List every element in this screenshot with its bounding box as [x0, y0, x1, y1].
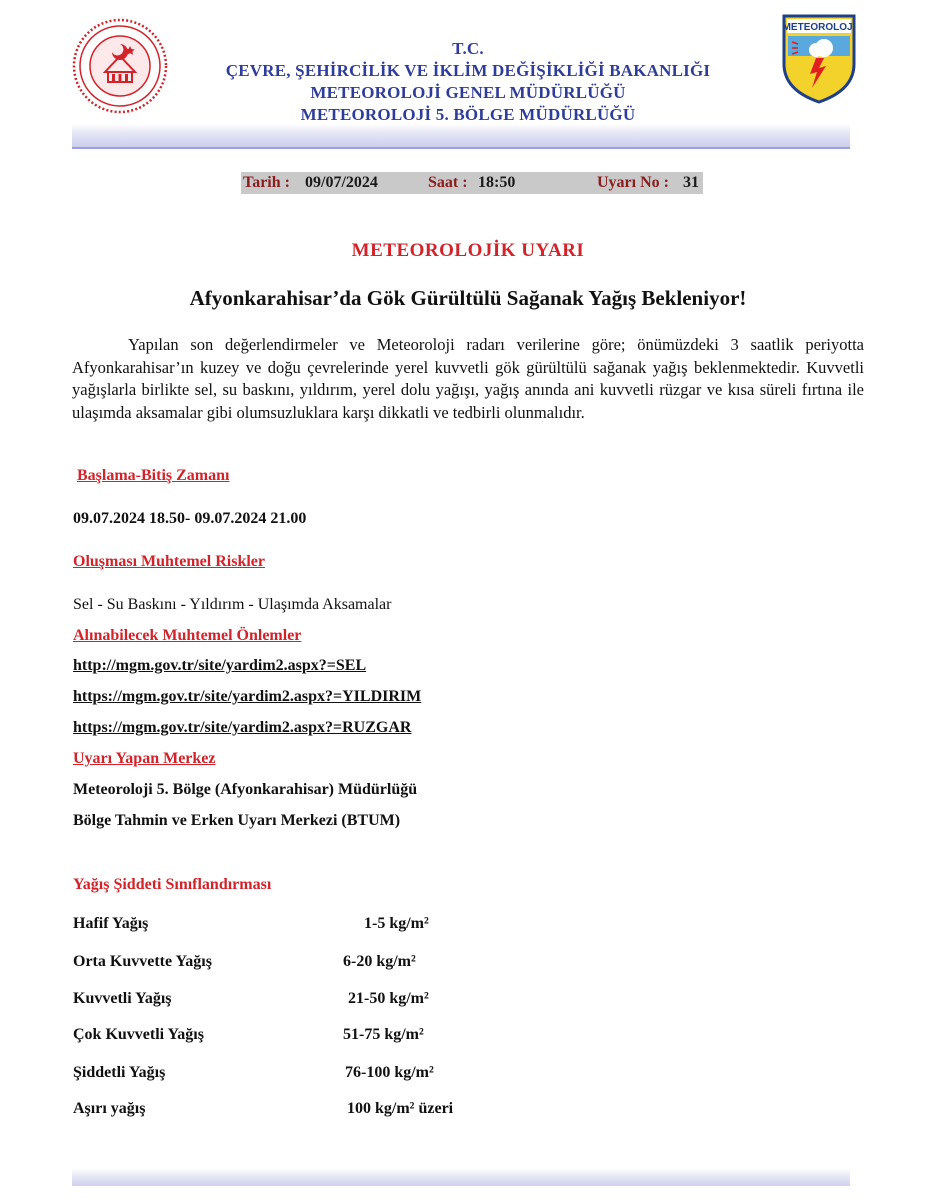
row-name: Orta Kuvvette Yağış — [73, 953, 212, 970]
header-tc: T.C. — [452, 39, 484, 58]
period-title: Başlama-Bitiş Zamanı — [77, 467, 230, 484]
header-divider — [72, 124, 850, 148]
row-value: 1-5 kg/m² — [364, 915, 429, 932]
row-value: 51-75 kg/m² — [343, 1026, 424, 1043]
classification-title: Yağış Şiddeti Sınıflandırması — [73, 876, 272, 893]
row-name: Çok Kuvvetli Yağış — [73, 1026, 204, 1043]
link-ruzgar[interactable]: https://mgm.gov.tr/site/yardim2.aspx?=RUZGAR — [73, 719, 412, 736]
time-value: 18:50 — [478, 174, 516, 191]
row-name: Aşırı yağış — [73, 1100, 146, 1117]
header-ministry: ÇEVRE, ŞEHİRCİLİK VE İKLİM DEĞİŞİKLİĞİ BAKANLIĞI — [225, 61, 711, 80]
info-bar — [241, 172, 703, 194]
center-line-1: Meteoroloji 5. Bölge (Afyonkarahisar) Müdürlüğü — [73, 781, 418, 798]
row-value: 6-20 kg/m² — [343, 953, 416, 970]
body-paragraph: Yapılan son değerlendirmeler ve Meteoroloji radarı verilerine göre; önümüzdeki 3 saatlik periyotta Afyonkarahisar’ın kuzey ve doğu çevrelerinde yerel kuvvetli gök gürültülü sağanak yağış beklenmektedir. Kuvvetli yağışlarla birlikte sel, su baskını, yıldırım, yerel dolu yağışı, yağış anında ani kuvvetli rüzgar ve kısa süreli fırtına ile ulaşımda aksamalar gibi olumsuzluklara karşı dikkatli ve tedbirli olunmalıdır. — [72, 335, 864, 422]
alert-title: METEOROLOJİK UYARI — [351, 240, 585, 261]
measures-title: Alınabilecek Muhtemel Önlemler — [73, 627, 302, 644]
link-sel[interactable]: http://mgm.gov.tr/site/yardim2.aspx?=SEL — [73, 657, 367, 674]
center-line-2: Bölge Tahmin ve Erken Uyarı Merkezi (BTUM) — [73, 812, 401, 829]
warning-no-label: Uyarı No : — [597, 174, 669, 191]
row-name: Hafif Yağış — [73, 915, 149, 932]
warning-no-value: 31 — [683, 174, 699, 191]
date-value: 09/07/2024 — [305, 174, 378, 191]
center-title: Uyarı Yapan Merkez — [73, 750, 216, 767]
row-value: 21-50 kg/m² — [348, 990, 429, 1007]
headline: Afyonkarahisar’da Gök Gürültülü Sağanak Yağış Bekleniyor! — [189, 286, 747, 310]
logo-text: METEOROLOJİ — [782, 22, 856, 33]
row-name: Şiddetli Yağış — [73, 1064, 166, 1081]
time-label: Saat : — [428, 174, 468, 191]
link-yildirim[interactable]: https://mgm.gov.tr/site/yardim2.aspx?=YILDIRIM — [73, 688, 422, 705]
date-label: Tarih : — [243, 174, 290, 191]
risks-title: Oluşması Muhtemel Riskler — [73, 553, 265, 570]
header-regional-directorate: METEOROLOJİ 5. BÖLGE MÜDÜRLÜĞÜ — [300, 105, 636, 124]
row-value: 76-100 kg/m² — [345, 1064, 434, 1081]
ministry-seal-icon — [72, 18, 168, 114]
row-value: 100 kg/m² üzeri — [347, 1100, 454, 1117]
row-name: Kuvvetli Yağış — [73, 990, 172, 1007]
period-value: 09.07.2024 18.50- 09.07.2024 21.00 — [73, 510, 307, 527]
header-block — [180, 38, 756, 126]
meteorology-shield-icon — [780, 12, 858, 104]
footer-divider — [72, 1168, 850, 1186]
header-general-directorate: METEOROLOJİ GENEL MÜDÜRLÜĞÜ — [310, 83, 626, 102]
risks-value: Sel - Su Baskını - Yıldırım - Ulaşımda Aksamalar — [73, 596, 392, 613]
